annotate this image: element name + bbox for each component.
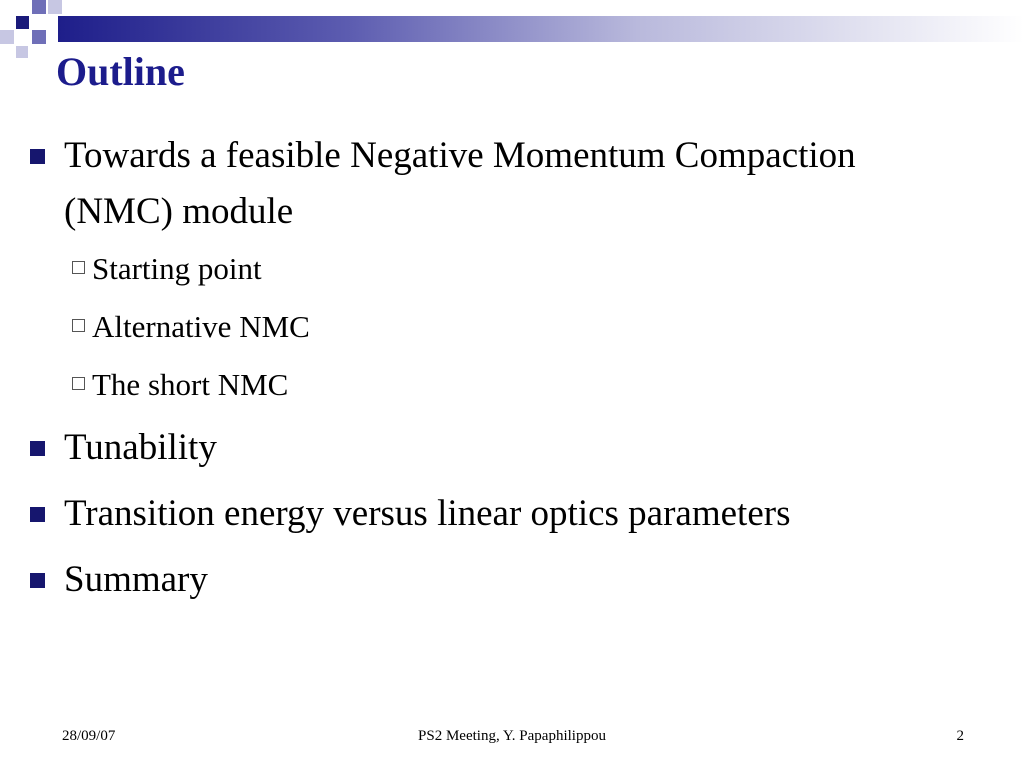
bullet-text: Tunability (64, 427, 217, 468)
slide-title: Outline (56, 49, 185, 94)
header-gradient-bar (58, 16, 1024, 42)
footer-date: 28/09/07 (62, 728, 116, 744)
sub-bullet-list (64, 244, 964, 410)
filled-square-icon (30, 149, 45, 164)
sub-bullet-item (48, 244, 964, 294)
footer-presenter: PS2 Meeting, Y. Papaphilippou (418, 728, 606, 744)
bullet-text: Summary (64, 559, 208, 600)
filled-square-icon (30, 507, 45, 522)
header-square-mid-icon (32, 0, 46, 14)
bullet-list (0, 128, 1024, 618)
header-square-light-icon (16, 46, 28, 58)
filled-square-icon (30, 573, 45, 588)
page-number: 2 (956, 728, 964, 744)
filled-square-icon (30, 441, 45, 456)
hollow-square-icon (72, 377, 85, 390)
header-square-mid-icon (32, 30, 46, 44)
sub-bullet-text: Alternative NMC (92, 309, 310, 344)
bullet-item (0, 420, 964, 476)
bullet-item (0, 552, 964, 608)
bullet-text: Transition energy versus linear optics parameters (64, 493, 791, 534)
sub-bullet-text: Starting point (92, 251, 262, 286)
hollow-square-icon (72, 319, 85, 332)
header-square-light-icon (0, 30, 14, 44)
hollow-square-icon (72, 261, 85, 274)
bullet-text: Towards a feasible Negative Momentum Compaction (NMC) module (64, 135, 856, 232)
sub-bullet-text: The short NMC (92, 367, 289, 402)
bullet-item (0, 128, 964, 410)
sub-bullet-item (48, 360, 964, 410)
header-square-light-icon (48, 0, 62, 14)
sub-bullet-item (48, 302, 964, 352)
bullet-item (0, 486, 964, 542)
header-square-dark-icon (16, 16, 29, 29)
